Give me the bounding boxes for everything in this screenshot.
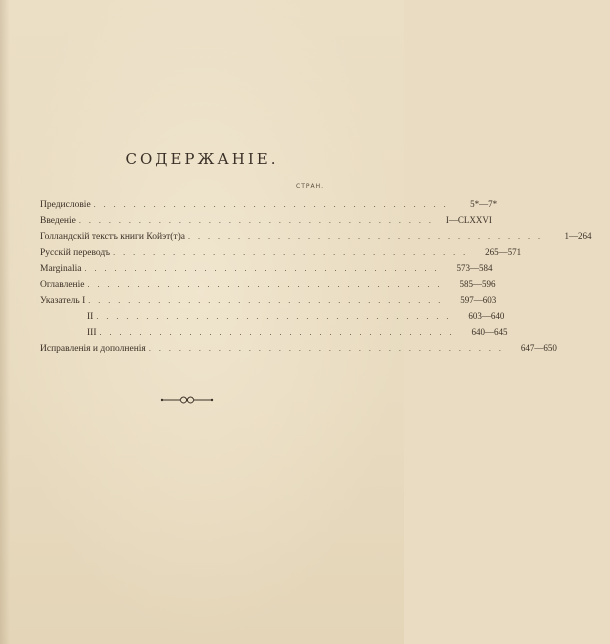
leader-dots: . . . . . . . . . . . . . . . . . . . . . . . . . . . . . . . . . . . . (88, 296, 444, 305)
toc-entry-pages: 640—645 (471, 327, 508, 337)
leader-dots: . . . . . . . . . . . . . . . . . . . . . . . . . . . . . . . . . . . . (99, 328, 455, 337)
decorative-divider-icon (160, 395, 214, 405)
toc-entry (40, 293, 497, 307)
toc-entry-label: Предисловіе (40, 200, 91, 210)
toc-entry-label: Указатель I (40, 296, 86, 306)
toc-entry (40, 325, 508, 339)
toc-entry (40, 341, 557, 355)
toc-entry-pages: 265—571 (485, 247, 522, 257)
toc-entry (40, 197, 498, 211)
pages-column-header: СТРАН. (296, 183, 324, 190)
toc-entry-pages: 603—640 (468, 311, 505, 321)
page-title: СОДЕРЖАНІЕ. (125, 150, 279, 168)
toc-entry-pages: 5*—7* (470, 199, 498, 209)
leader-dots: . . . . . . . . . . . . . . . . . . . . . . . . . . . . . . . . . . . . (188, 232, 543, 241)
toc-entry-label: Marginalia (40, 264, 82, 274)
leader-dots: . . . . . . . . . . . . . . . . . . . . . . . . . . . . . . . . . . . . (96, 312, 452, 321)
leader-dots: . . . . . . . . . . . . . . . . . . . . . . . . . . . . . . . . . . . . (93, 200, 449, 209)
toc-entry-pages: 1—264 (564, 231, 592, 241)
toc-entry-label: Введеніе (40, 216, 76, 226)
toc-entry (40, 261, 493, 275)
toc-entry-label: III (87, 328, 97, 338)
leader-dots: . . . . . . . . . . . . . . . . . . . . . . . . . . . . . . . . . . . . (113, 248, 469, 257)
toc-entry-pages: I—CLXXVI (445, 215, 492, 225)
toc-entry (40, 229, 592, 243)
toc-entry-label: Русскій переводъ (40, 248, 111, 258)
toc-entry-label: Голландскій текстъ книги Койэт(т)а (40, 232, 185, 242)
leader-dots: . . . . . . . . . . . . . . . . . . . . . . . . . . . . . . . . . . . . (84, 264, 440, 273)
toc-entry (40, 213, 492, 227)
toc-entry-pages: 597—603 (460, 295, 497, 305)
leader-dots: . . . . . . . . . . . . . . . . . . . . . . . . . . . . . . . . . . . . (148, 344, 504, 353)
toc-entry (40, 309, 505, 323)
toc-entry-pages: 647—650 (520, 343, 557, 353)
leader-dots: . . . . . . . . . . . . . . . . . . . . . . . . . . . . . . . . . . . . (78, 216, 434, 225)
toc-entry-label: Исправленія и дополненія (40, 344, 146, 354)
toc-entry (40, 245, 522, 259)
toc-entry (40, 277, 496, 291)
page-edge-shadow (0, 0, 10, 644)
toc-entry-pages: 573—584 (456, 263, 493, 273)
leader-dots: . . . . . . . . . . . . . . . . . . . . . . . . . . . . . . . . . . . . (87, 280, 443, 289)
toc-entry-label: II (87, 312, 94, 322)
toc-entry-label: Оглавленіе (40, 280, 85, 290)
toc-entry-pages: 585—596 (459, 279, 496, 289)
